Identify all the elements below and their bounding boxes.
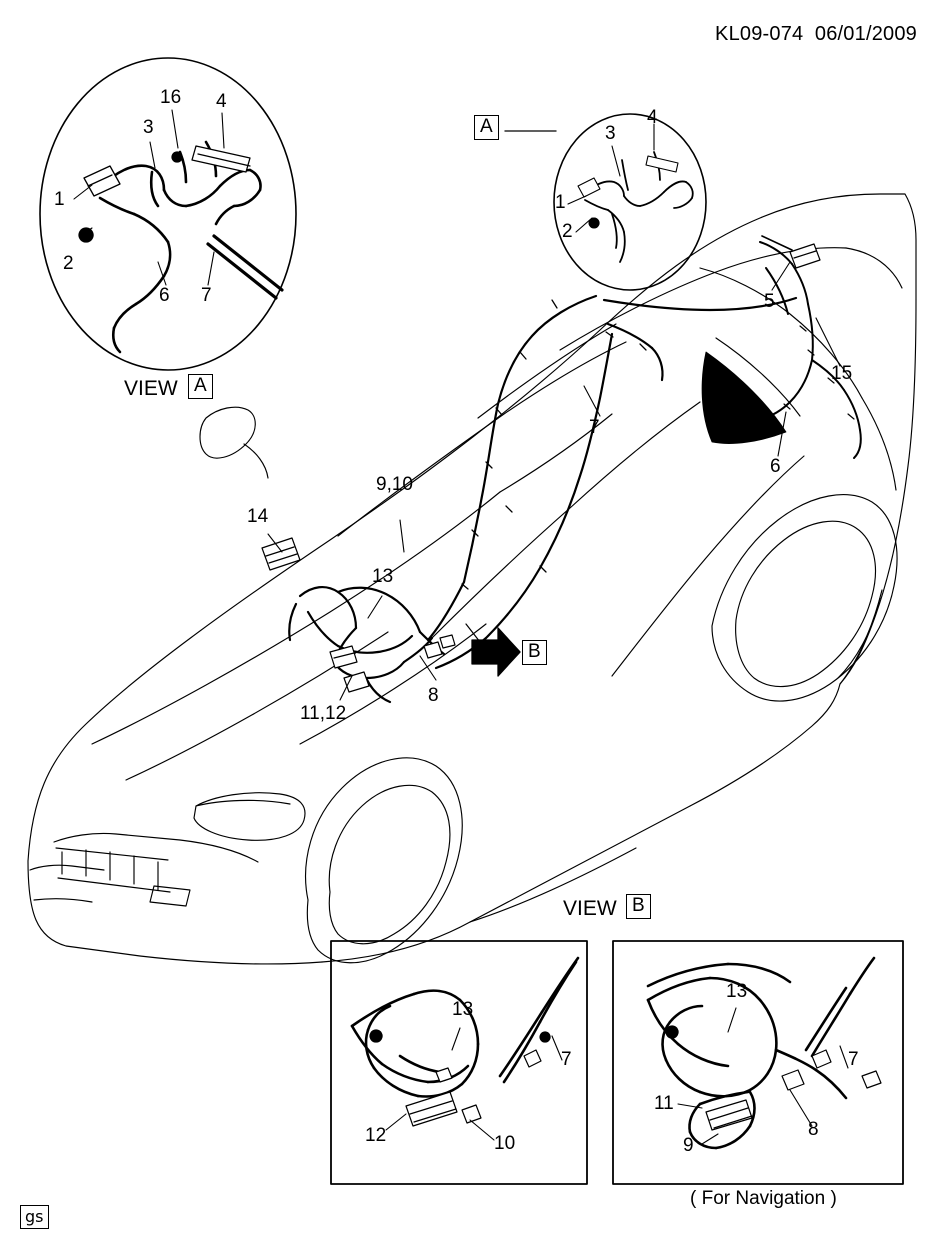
callout-detail-a-3: 3 — [143, 117, 154, 138]
callout-vehicle-1: 1 — [555, 192, 566, 213]
callout-detail-b-right-11: 11 — [654, 1093, 674, 1114]
vehicle-outline — [28, 194, 916, 964]
callout-vehicle-4: 4 — [647, 107, 658, 128]
marker-b-letter: B — [522, 640, 547, 665]
view-b-title — [563, 898, 617, 919]
callout-vehicle-8: 8 — [428, 685, 439, 706]
callout-detail-a-16: 16 — [160, 87, 182, 108]
view-b-arrow — [472, 628, 520, 676]
view-a-title-text: VIEW — [124, 377, 178, 400]
callout-detail-b-left-7: 7 — [561, 1049, 572, 1070]
callout-vehicle-7: 7 — [589, 417, 600, 438]
view-b-key-box — [626, 894, 651, 919]
marker-b-box — [522, 640, 547, 665]
callout-vehicle-6: 6 — [770, 456, 781, 477]
navigation-note: ( For Navigation ) — [690, 1188, 837, 1209]
drawing-code — [715, 24, 917, 44]
callout-detail-b-right-8: 8 — [808, 1119, 819, 1140]
detail-b-right-harness — [648, 958, 874, 1148]
callout-detail-a-2: 2 — [63, 253, 74, 274]
detail-a-strip-7 — [208, 236, 282, 298]
detail-b-left-connectors — [370, 1030, 550, 1126]
callout-vehicle-3: 3 — [605, 123, 616, 144]
callout-detail-a-7: 7 — [201, 285, 212, 306]
view-a-title — [124, 378, 178, 399]
view-b-leader — [466, 624, 480, 642]
gs-mark: gs — [20, 1205, 49, 1229]
marker-a-letter: A — [474, 115, 499, 140]
callout-detail-b-left-13: 13 — [452, 999, 474, 1020]
detail-b-left-harness — [352, 958, 578, 1097]
callout-detail-a-1: 1 — [54, 189, 65, 210]
callout-vehicle-14: 14 — [247, 506, 269, 527]
harness-branch-nodes — [462, 300, 646, 589]
view-b-key-letter: B — [626, 894, 651, 919]
callout-detail-b-left-10: 10 — [494, 1133, 516, 1154]
callout-vehicle-5: 5 — [764, 291, 775, 312]
callout-detail-a-4: 4 — [216, 91, 227, 112]
view-a-key-letter: A — [188, 374, 213, 399]
drawing-number: KL09-074 — [715, 23, 804, 45]
view-b-title-text: VIEW — [563, 897, 617, 920]
callout-detail-b-left-12: 12 — [365, 1125, 387, 1146]
detail-b-right-connectors — [666, 1026, 881, 1130]
view-a-key-box — [188, 374, 213, 399]
harness-main-route — [428, 296, 796, 668]
callout-vehicle-11-12: 11,12 — [300, 703, 347, 724]
callout-detail-b-right-7: 7 — [848, 1049, 859, 1070]
callout-detail-a-6: 6 — [159, 285, 170, 306]
callout-vehicle-15: 15 — [831, 363, 853, 384]
callout-detail-b-right-9: 9 — [683, 1135, 694, 1156]
marker-a-box — [474, 115, 499, 140]
callout-vehicle-9-10: 9,10 — [376, 474, 413, 495]
detail-a-harness — [100, 142, 261, 352]
callout-vehicle-13: 13 — [372, 566, 394, 587]
callout-detail-b-right-13: 13 — [726, 981, 748, 1002]
callout-vehicle-2: 2 — [562, 221, 573, 242]
drawing-date: 06/01/2009 — [814, 23, 917, 45]
